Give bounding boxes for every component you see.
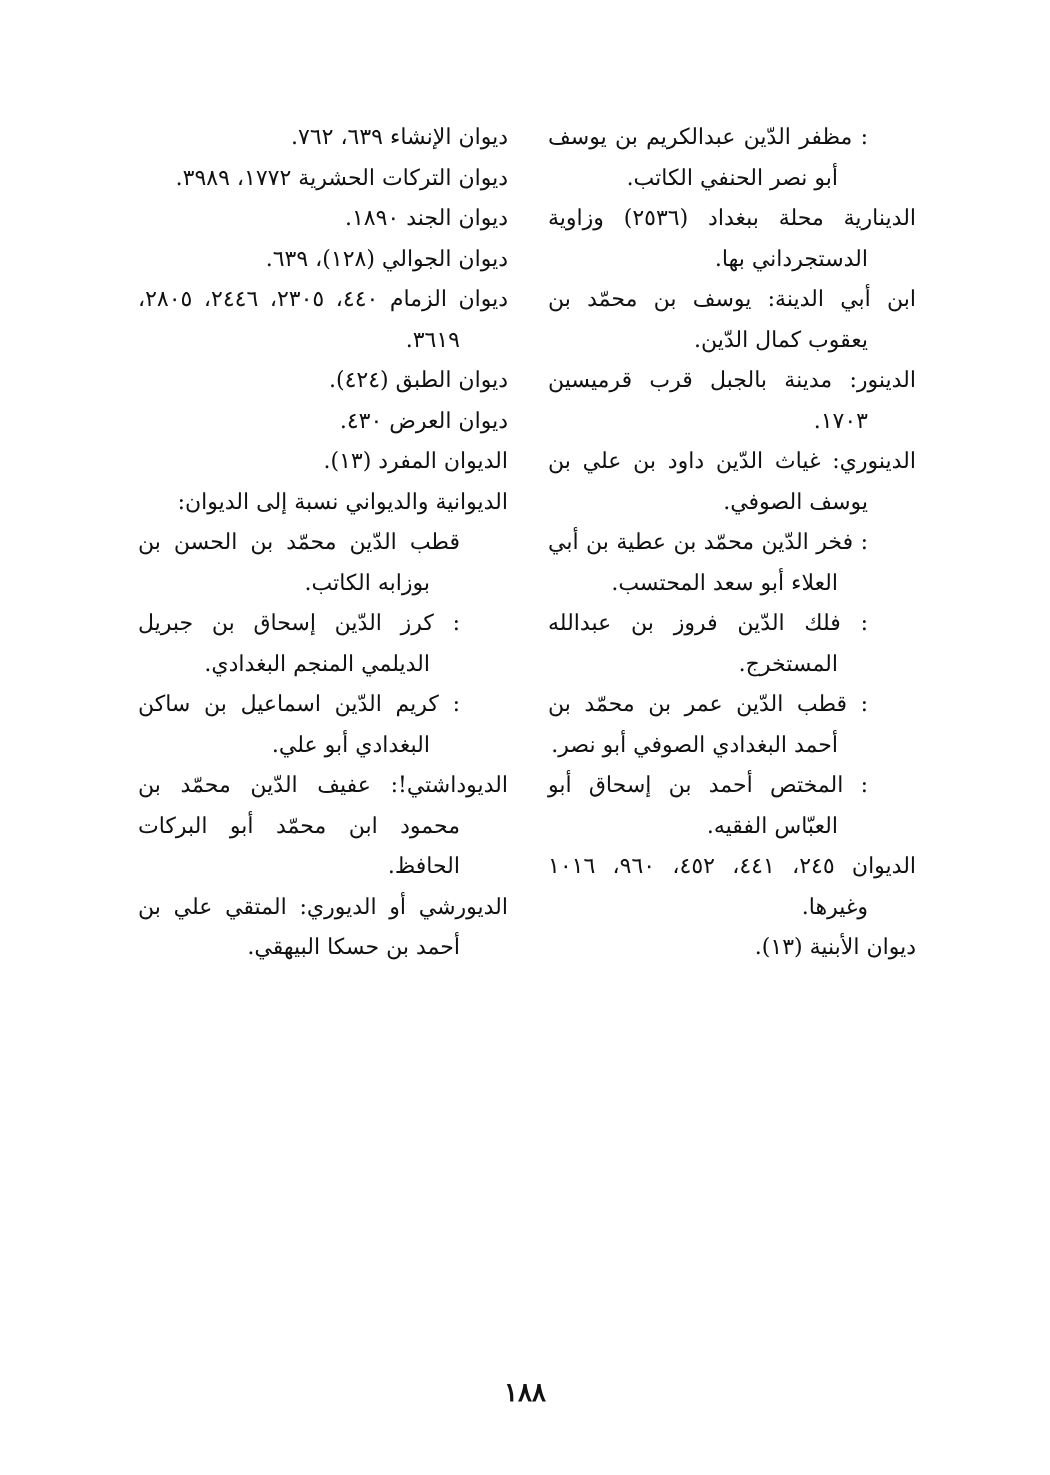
index-entry: ديوان الإنشاء ٦٣٩، ٧٦٢.: [291, 125, 508, 150]
index-entry: : كرز الدّين إسحاق بن جبريل الديلمي المنجم البغدادي.: [138, 611, 460, 677]
index-entry: قطب الدّين محمّد بن الحسن بن بوزابه الكاتب.: [138, 530, 460, 596]
index-entry: ديوان الجوالي (١٢٨)، ٦٣٩.: [265, 246, 508, 272]
index-entry: الدينوري: غياث الدّين داود بن علي بن يوسف الصوفي.: [548, 449, 916, 515]
index-entry: ديوان التركات الحشرية ١٧٧٢، ٣٩٨٩.: [175, 165, 508, 191]
index-entry: الدينارية محلة ببغداد (٢٥٣٦) وزاوية الدستجرداني بها.: [548, 206, 917, 272]
index-entry: : المختص أحمد بن إسحاق أبو العبّاس الفقيه.: [548, 773, 868, 839]
index-entry: الديوان المفرد (١٣).: [323, 449, 508, 474]
index-entry: ابن أبي الدينة: يوسف بن محمّد بن يعقوب كمال الدّين.: [548, 287, 916, 353]
index-entry: : قطب الدّين عمر بن محمّد بن أحمد البغدادي الصوفي أبو نصر.: [548, 692, 868, 758]
index-entry: ديوان العرض ٤٣٠.: [339, 408, 508, 434]
index-column-right: [548, 118, 916, 969]
page-number: ١٨٨: [504, 1378, 546, 1408]
index-entry: ديوان الأبنية (١٣).: [754, 935, 916, 960]
index-entry: : كريم الدّين اسماعيل بن ساكن البغدادي أبو علي.: [138, 692, 460, 758]
index-entry: الدينور: مدينة بالجبل قرب قرميسين ١٧٠٣.: [548, 368, 916, 434]
index-entry: ديوان الجند ١٨٩٠.: [344, 206, 508, 231]
index-entry: ديوان الطبق (٤٢٤).: [328, 368, 508, 393]
index-entry: الديورشي أو الديوري: المتقي علي بن أحمد بن حسكا البيهقي.: [138, 894, 508, 960]
index-entry: : فخر الدّين محمّد بن عطية بن أبي العلاء أبو سعد المحتسب.: [548, 530, 868, 596]
index-entry: : فلك الدّين فروز بن عبدالله المستخرج.: [548, 611, 868, 677]
index-column-left: [138, 118, 508, 969]
index-entry: الديوداشتي!: عفيف الدّين محمّد بن محمود ابن محمّد أبو البركات الحافظ.: [138, 773, 508, 879]
index-entry: ديوان الزمام ٤٤٠، ٢٣٠٥، ٢٤٤٦، ٢٨٠٥، ٣٦١٩.: [138, 287, 509, 353]
index-entry: : مظفر الدّين عبدالكريم بن يوسف أبو نصر الحنفي الكاتب.: [548, 125, 868, 191]
index-entry: الديوان ٢٤٥، ٤٤١، ٤٥٢، ٩٦٠، ١٠١٦ وغيرها.: [548, 854, 917, 920]
index-entry: الديوانية والديواني نسبة إلى الديوان:: [177, 489, 508, 515]
